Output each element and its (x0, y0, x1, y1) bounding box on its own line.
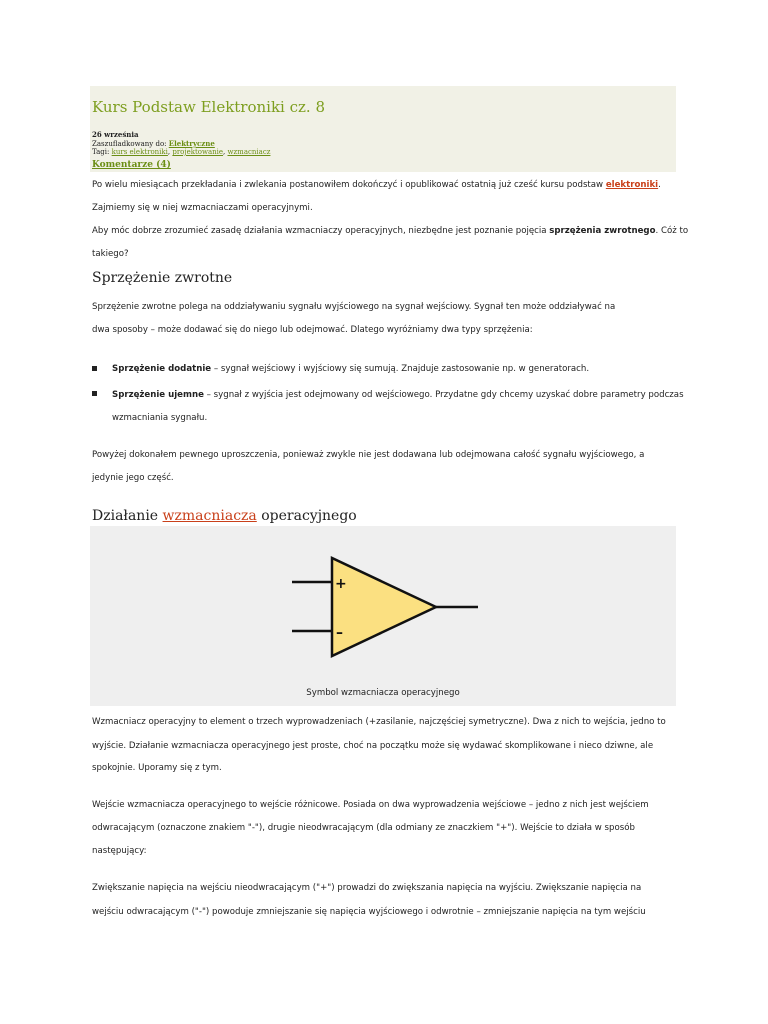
bullet-icon (92, 366, 97, 371)
tag-link-projektowanie[interactable]: projektowanie (172, 148, 224, 156)
section2-p2-line2: odwracającym (oznaczone znakiem "-"), drugie nieodwracającym (dla odmiany ze znaczkiem "+"). Wejście to działa w sposób (92, 823, 635, 833)
note-line2: jedynie jego część. (92, 473, 174, 483)
section2-p1-line2: wyjście. Działanie wzmacniacza operacyjnego jest proste, choć na początku może się wydawać skomplikowane i nieco dziwne, ale (92, 741, 654, 751)
bullet-item-negative (112, 389, 684, 401)
category-link[interactable]: Elektryczne (168, 139, 215, 148)
tags-prefix: Tagi: (92, 148, 110, 156)
post-category (92, 139, 215, 148)
bullet-item-negative-line2: wzmacniania sygnału. (112, 413, 208, 423)
intro-paragraph-3-line2: takiego? (92, 249, 129, 259)
intro-text: Po wielu miesiącach przekładania i zwlekania postanowiłem dokończyć i opublikować ostatnią już cześć kursu podstaw (92, 180, 604, 190)
post-date: 26 września (92, 130, 139, 139)
section2-p1-line1: Wzmacniacz operacyjny to element o trzech wyprowadzeniach (+zasilanie, najczęściej symetryczne). Dwa z nich to wejścia, jedno to (92, 717, 666, 727)
intro-paragraph-1 (92, 179, 661, 191)
elektroniki-link[interactable]: elektroniki (605, 180, 659, 190)
opamp-triangle (332, 558, 436, 656)
heading2-start: Działanie (92, 508, 159, 524)
section2-p3-line1: Zwiększanie napięcia na wejściu nieodwracającym ("+") prowadzi do zwiększania napięcia na wyjściu. Zwiększanie napięcia na (92, 883, 642, 893)
wzmacniacza-link[interactable]: wzmacniacza (162, 508, 257, 524)
section2-p2-line1: Wejście wzmacniacza operacyjnego to wejście różnicowe. Posiada on dwa wyprowadzenia wejściowe – jedno z nich jest wejściem (92, 800, 649, 810)
figure-caption: Symbol wzmacniacza operacyjnego (306, 688, 460, 698)
intro-paragraph-3 (92, 225, 688, 237)
intro-paragraph-2: Zajmiemy się w niej wzmacniaczami operacyjnymi. (92, 203, 313, 213)
intro-end: . (658, 180, 661, 190)
opamp-figure (90, 526, 676, 706)
bullet-item-positive (112, 363, 589, 375)
opamp-symbol-icon (90, 526, 676, 686)
section2-p2-line3: następujący: (92, 846, 147, 856)
section2-p1-line3: spokojnie. Uporamy się z tym. (92, 763, 222, 773)
comments-link[interactable]: Komentarze (4) (92, 160, 171, 170)
section-heading-sprzezenie: Sprzężenie zwrotne (92, 270, 233, 286)
bullet1-text: – sygnał wejściowy i wyjściowy się sumują. Znajduje zastosowanie np. w generatorach. (211, 364, 590, 374)
section1-para-line2: dwa sposoby – może dodawać się do niego lub odejmować. Dlatego wyróżniamy dwa typy sprzężenia: (92, 325, 533, 335)
bullet-icon (92, 391, 97, 396)
post-tags: Tagi: kurs elektroniki, projektowanie, wzmacniacz (92, 148, 271, 156)
heading2-end: operacyjnego (261, 508, 357, 524)
post-title: Kurs Podstaw Elektroniki cz. 8 (92, 98, 326, 116)
opamp-minus-sign: – (336, 625, 343, 641)
bullet1-bold: Sprzężenie dodatnie (112, 364, 212, 374)
section1-para-line1: Sprzężenie zwrotne polega na oddziaływaniu sygnału wyjściowego na sygnał wejściowy. Sygnał ten może oddziaływać na (92, 302, 616, 312)
intro-p3-text: Aby móc dobrze zrozumieć zasadę działania wzmacniaczy operacyjnych, niezbędne jest poznanie pojęcia (92, 226, 547, 236)
section2-p3-line2: wejściu odwracającym ("-") powoduje zmniejszanie się napięcia wyjściowego i odwrotnie – zmniejszanie napięcia na tym wejściu (92, 907, 646, 917)
bullet2-bold: Sprzężenie ujemne (112, 390, 204, 400)
bullet2-text: – sygnał z wyjścia jest odejmowany od wejściowego. Przydatne gdy chcemy uzyskać dobre parametry podczas (203, 390, 684, 400)
category-prefix: Zaszufladkowany do: (92, 140, 167, 148)
intro-p3-bold: sprzężenia zwrotnego (549, 226, 656, 236)
tag-link-kurs[interactable]: kurs elektroniki (111, 148, 168, 156)
intro-p3-end: . Cóż to (655, 226, 689, 236)
tag-link-wzmacniacz[interactable]: wzmacniacz (227, 148, 271, 156)
note-line1: Powyżej dokonałem pewnego uproszczenia, ponieważ zwykle nie jest dodawana lub odejmowana całość sygnału wyjściowego, a (92, 450, 645, 460)
section-heading-dzialanie (92, 508, 357, 524)
opamp-plus-sign: + (335, 576, 347, 592)
